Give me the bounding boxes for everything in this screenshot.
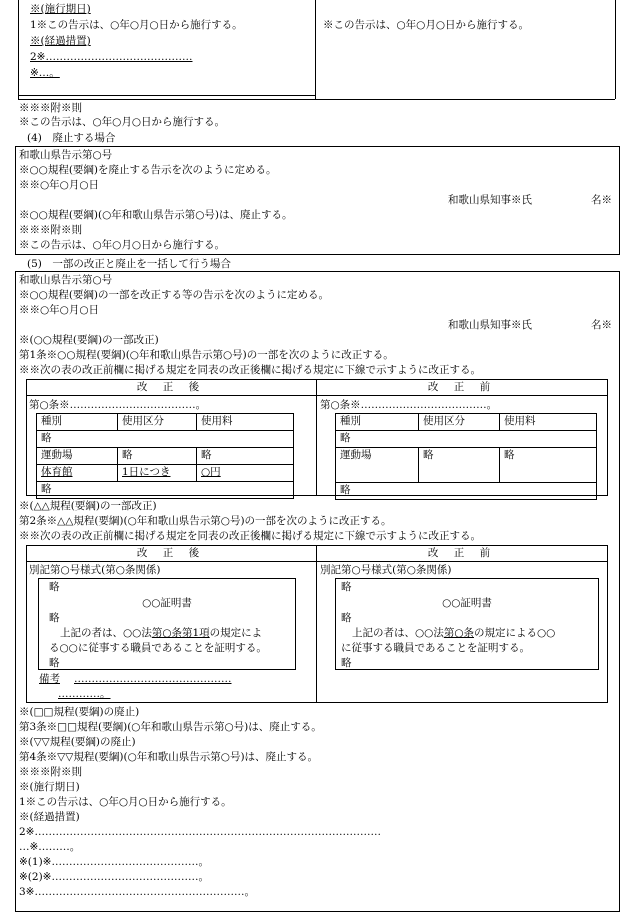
top-right-line: ※この告示は、○年○月○日から施行する。 <box>323 19 529 31</box>
cell-sports: 運動場 <box>336 448 419 483</box>
table1-head-after: 改 正 後 <box>136 381 206 393</box>
top-after-2: ※この告示は、○年○月○日から施行する。 <box>19 116 225 128</box>
section4-line-3: ※※○年○月○日 <box>19 179 99 191</box>
after-body-2: る○○に従事する職員であることを証明する。 <box>49 642 267 654</box>
top-box-right-border <box>615 0 616 99</box>
tail-line-13: 3※……………………………………………………。 <box>19 886 255 898</box>
section5-signer-suffix: 名※ <box>591 319 612 331</box>
after-remarks-label: 備考 <box>39 673 60 685</box>
section5-line-1: 和歌山県告示第○号 <box>19 274 113 286</box>
table2-divider <box>316 545 317 703</box>
table2-after-form-label: 別記第○号様式(第○条関係) <box>29 564 161 576</box>
amend2-line-3: ※※次の表の改正前欄に掲げる規定を同表の改正後欄に掲げる規定に下線で示すように改正する。 <box>19 530 481 542</box>
tail-line-8: ※(経過措置) <box>19 811 80 823</box>
table1-before-first: 第○条※………………………………。 <box>320 399 498 411</box>
top-left-line-4: 2※…………………………………… <box>30 51 193 63</box>
cell-sports-fee: 略 <box>197 448 294 465</box>
before-ryaku-1: 略 <box>341 581 352 593</box>
section5-heading: (5) 一部の改正と廃止を一括して行う場合 <box>27 258 231 270</box>
section4-signer-suffix: 名※ <box>591 194 612 206</box>
section5-signer: 和歌山県知事※氏 <box>448 319 532 331</box>
cell-ryaku-2: 略 <box>336 483 597 500</box>
table2-head-rule <box>26 561 608 562</box>
tail-line-2: 第3条※□□規程(要綱)(○年和歌山県告示第○号)は、廃止する。 <box>19 721 322 733</box>
section4-line-6: ※この告示は、○年○月○日から施行する。 <box>19 239 225 251</box>
cell-gym-usage: 1日につき <box>122 466 171 478</box>
tail-line-4: 第4条※▽▽規程(要綱)(○年和歌山県告示第○号)は、廃止する。 <box>19 751 319 763</box>
cell-ryaku: 略 <box>37 431 294 448</box>
after-cert-title: ○○証明書 <box>142 597 192 609</box>
cell-usage: 使用区分 <box>419 414 500 431</box>
amend1-line-2: 第1条※○○規程(要綱)(○年和歌山県告示第○号)の一部を次のように改正する。 <box>19 349 394 361</box>
cell-fee: 使用料 <box>197 414 294 431</box>
top-inner-bottom <box>18 95 315 96</box>
tail-line-3: ※(▽▽規程(要綱)の廃止) <box>19 736 136 748</box>
section5-line-2: ※○○規程(要綱)の一部を改正する等の告示を次のように定める。 <box>19 289 330 301</box>
cell-gym-fee: ○円 <box>201 466 221 478</box>
tail-line-9: 2※……………………………………………………………………………………… <box>19 826 381 838</box>
top-after-1: ※※※附※則 <box>19 102 82 114</box>
after-body-1: 上記の者は、○○法第○条第1項の規定によ <box>60 627 263 639</box>
section5-line-3: ※※○年○月○日 <box>19 304 99 316</box>
before-body-1: 上記の者は、○○法第○条の規定による○○ <box>352 627 556 639</box>
table2-after-form-box <box>38 578 296 670</box>
amend1-line-3: ※※次の表の改正前欄に掲げる規定を同表の改正後欄に掲げる規定に下線で示すように改正する。 <box>19 364 481 376</box>
after-remarks-dots: ……………………………………… <box>74 673 232 685</box>
top-left-line-3: ※(経過措置) <box>30 35 91 47</box>
before-cert-title: ○○証明書 <box>442 597 492 609</box>
section4-line-1: 和歌山県告示第○号 <box>19 149 113 161</box>
section4-line-5: ※※※附※則 <box>19 224 82 236</box>
top-box-bottom-border <box>18 99 615 100</box>
table1-head-before: 改 正 前 <box>427 381 497 393</box>
cell-kind: 種別 <box>37 414 118 431</box>
tail-line-1: ※(□□規程(要綱)の廃止) <box>19 706 140 718</box>
tail-line-7: 1※この告示は、○年○月○日から施行する。 <box>19 796 232 808</box>
tail-line-6: ※(施行期日) <box>19 781 80 793</box>
table2-head-before: 改 正 前 <box>427 547 497 559</box>
top-box-left-border <box>18 0 19 99</box>
after-ryaku-3: 略 <box>49 657 60 669</box>
top-box-divider <box>315 0 316 99</box>
before-ryaku-2: 略 <box>341 612 352 624</box>
tail-line-5: ※※※附※則 <box>19 766 82 778</box>
section4-signer: 和歌山県知事※氏 <box>448 194 532 206</box>
after-ryaku-2: 略 <box>49 612 60 624</box>
cell-sports-usage: 略 <box>419 448 500 483</box>
after-ryaku-1: 略 <box>49 581 60 593</box>
top-left-line-1: ※(施行期日) <box>30 3 91 15</box>
table2-before-form-label: 別記第○号様式(第○条関係) <box>320 564 452 576</box>
cell-ryaku-2: 略 <box>37 482 294 499</box>
amend1-line-1: ※(○○規程(要綱)の一部改正) <box>19 334 159 346</box>
cell-fee: 使用料 <box>500 414 597 431</box>
section4-heading: (4) 廃止する場合 <box>27 132 116 144</box>
tail-line-10: …※………。 <box>19 841 81 853</box>
cell-gym: 体育館 <box>41 466 73 478</box>
cell-kind: 種別 <box>336 414 419 431</box>
cell-ryaku: 略 <box>336 431 597 448</box>
table2-head-after: 改 正 後 <box>136 547 206 559</box>
amend2-line-1: ※(△△規程(要綱)の一部改正) <box>19 500 157 512</box>
tail-line-11: ※(1)※……………………………………。 <box>19 856 209 868</box>
tail-line-12: ※(2)※……………………………………。 <box>19 871 209 883</box>
table1-after-first: 第○条※………………………………。 <box>29 399 207 411</box>
cell-usage: 使用区分 <box>118 414 197 431</box>
table1-head-rule <box>26 395 608 396</box>
cell-sports-fee: 略 <box>500 448 597 483</box>
amend2-line-2: 第2条※△△規程(要綱)(○年和歌山県告示第○号)の一部を次のように改正する。 <box>19 515 392 527</box>
section4-line-2: ※○○規程(要綱)を廃止する告示を次のように定める。 <box>19 164 277 176</box>
before-body-2: に従事する職員であることを証明する。 <box>341 642 530 654</box>
cell-sports-usage: 略 <box>118 448 197 465</box>
table2-before-form-box <box>335 578 599 670</box>
cell-sports: 運動場 <box>37 448 118 465</box>
after-remarks-dots-2: …………。 <box>58 688 111 700</box>
before-ryaku-3: 略 <box>341 657 352 669</box>
table1-before-inner <box>335 413 597 500</box>
table1-divider <box>316 379 317 496</box>
top-left-line-5: ※…。 <box>30 67 60 79</box>
section4-line-4: ※○○規程(要綱)(○年和歌山県告示第○号)は、廃止する。 <box>19 209 293 221</box>
top-left-line-2: 1※この告示は、○年○月○日から施行する。 <box>30 19 243 31</box>
table1-after-inner <box>36 413 294 499</box>
